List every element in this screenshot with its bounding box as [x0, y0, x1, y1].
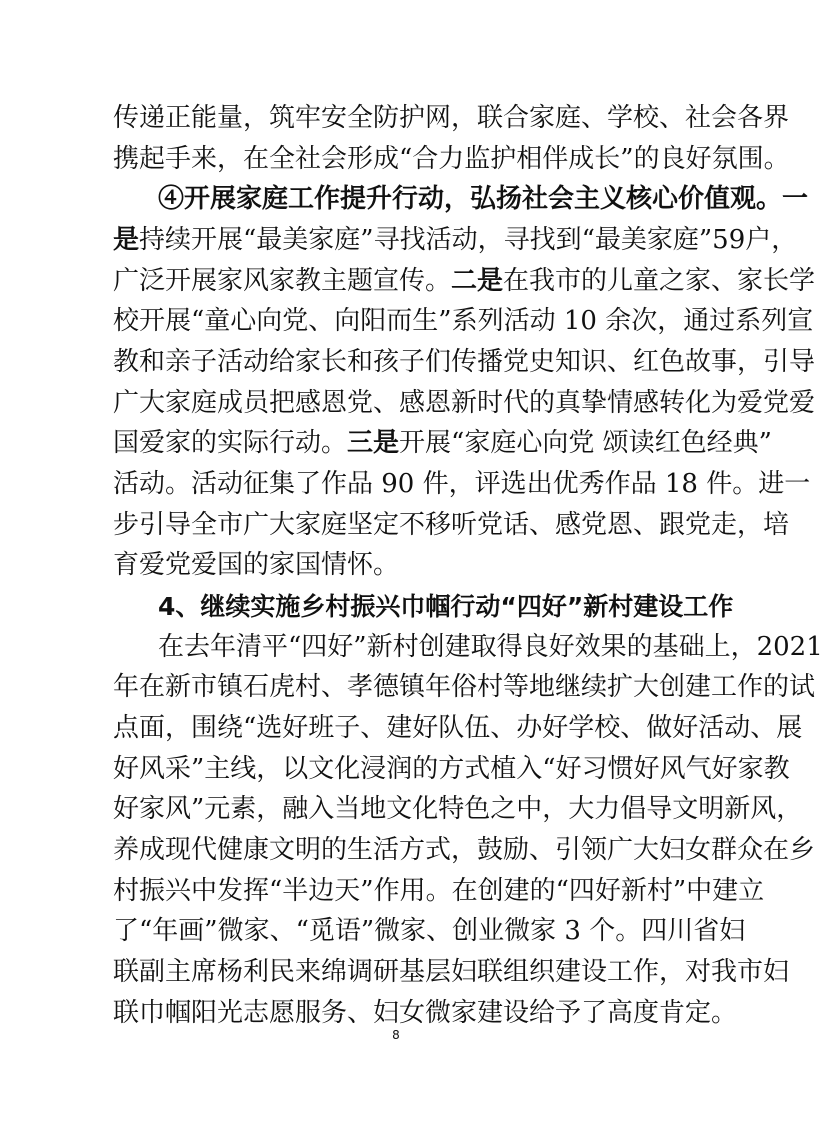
- paragraph-line: 联巾帼阳光志愿服务、妇女微家建设给予了高度肯定。: [113, 998, 738, 1028]
- paragraph-line: 联副主席杨利民来绵调研基层妇联组织建设工作，对我市妇: [113, 957, 790, 987]
- section-heading: 4、继续实施乡村振兴巾帼行动“四好”新村建设工作: [158, 592, 734, 621]
- bold-ordinal: 三是: [347, 428, 400, 458]
- paragraph-line: 步引导全市广大家庭坚定不移听党话、感党恩、跟党走，培: [113, 510, 790, 540]
- paragraph-line: 养成现代健康文明的生活方式，鼓励、引领广大妇女群众在乡: [113, 835, 816, 865]
- paragraph-line: 点面，围绕“选好班子、建好队伍、办好学校、做好活动、展: [113, 713, 803, 743]
- paragraph-line: 年在新市镇石虎村、孝德镇年俗村等地继续扩大创建工作的试: [113, 672, 816, 702]
- bold-lead-text: ④开展家庭工作提升行动，弘扬社会主义核心价值观。: [158, 184, 783, 214]
- text-run: 广泛开展家风家教主题宣传。: [113, 266, 452, 296]
- text-run: 国爱家的实际行动。: [113, 428, 348, 458]
- paragraph-line: 村振兴中发挥“半边天”作用。在创建的“四好新村”中建立: [113, 876, 765, 906]
- paragraph-line: [113, 266, 816, 296]
- paragraph-line: 活动。活动征集了作品 90 件，评选出优秀作品 18 件。进一: [113, 469, 811, 499]
- text-run: 持续开展“最美家庭”寻找活动，寻找到“最美家庭”59户，: [139, 225, 798, 255]
- bold-ordinal: 是: [113, 225, 140, 255]
- bold-ordinal: 一: [782, 184, 809, 214]
- page-number: 8: [392, 1028, 400, 1042]
- paragraph-line: [158, 184, 809, 214]
- paragraph-line: 育爱党爱国的家国情怀。: [113, 550, 400, 580]
- text-run: 在我市的儿童之家、家长学: [503, 266, 816, 296]
- paragraph-line: 在去年清平“四好”新村创建取得良好效果的基础上，2021: [158, 632, 823, 662]
- bold-ordinal: 二是: [451, 266, 504, 296]
- paragraph-line: 教和亲子活动给家长和孩子们传播党史知识、红色故事，引导: [113, 347, 816, 377]
- paragraph-line: 传递正能量，筑牢安全防护网，联合家庭、学校、社会各界: [113, 103, 790, 133]
- paragraph-line: 携起手来，在全社会形成“合力监护相伴成长”的良好氛围。: [113, 144, 790, 174]
- paragraph-line: [113, 428, 772, 458]
- paragraph-line: 好家风”元素，融入当地文化特色之中，大力倡导文明新风，: [113, 794, 803, 824]
- paragraph-line: 校开展“童心向党、向阳而生”系列活动 10 余次，通过系列宣: [113, 306, 814, 336]
- paragraph-line: 了“年画”微家、“觅语”微家、创业微家 3 个。四川省妇: [113, 916, 746, 946]
- paragraph-line: 广大家庭成员把感恩党、感恩新时代的真挚情感转化为爱党爱: [113, 388, 816, 418]
- paragraph-line: [113, 225, 798, 255]
- paragraph-line: 好风采”主线，以文化浸润的方式植入“好习惯好风气好家教: [113, 754, 790, 784]
- text-run: 开展“家庭心向党 颂读红色经典”: [399, 428, 772, 458]
